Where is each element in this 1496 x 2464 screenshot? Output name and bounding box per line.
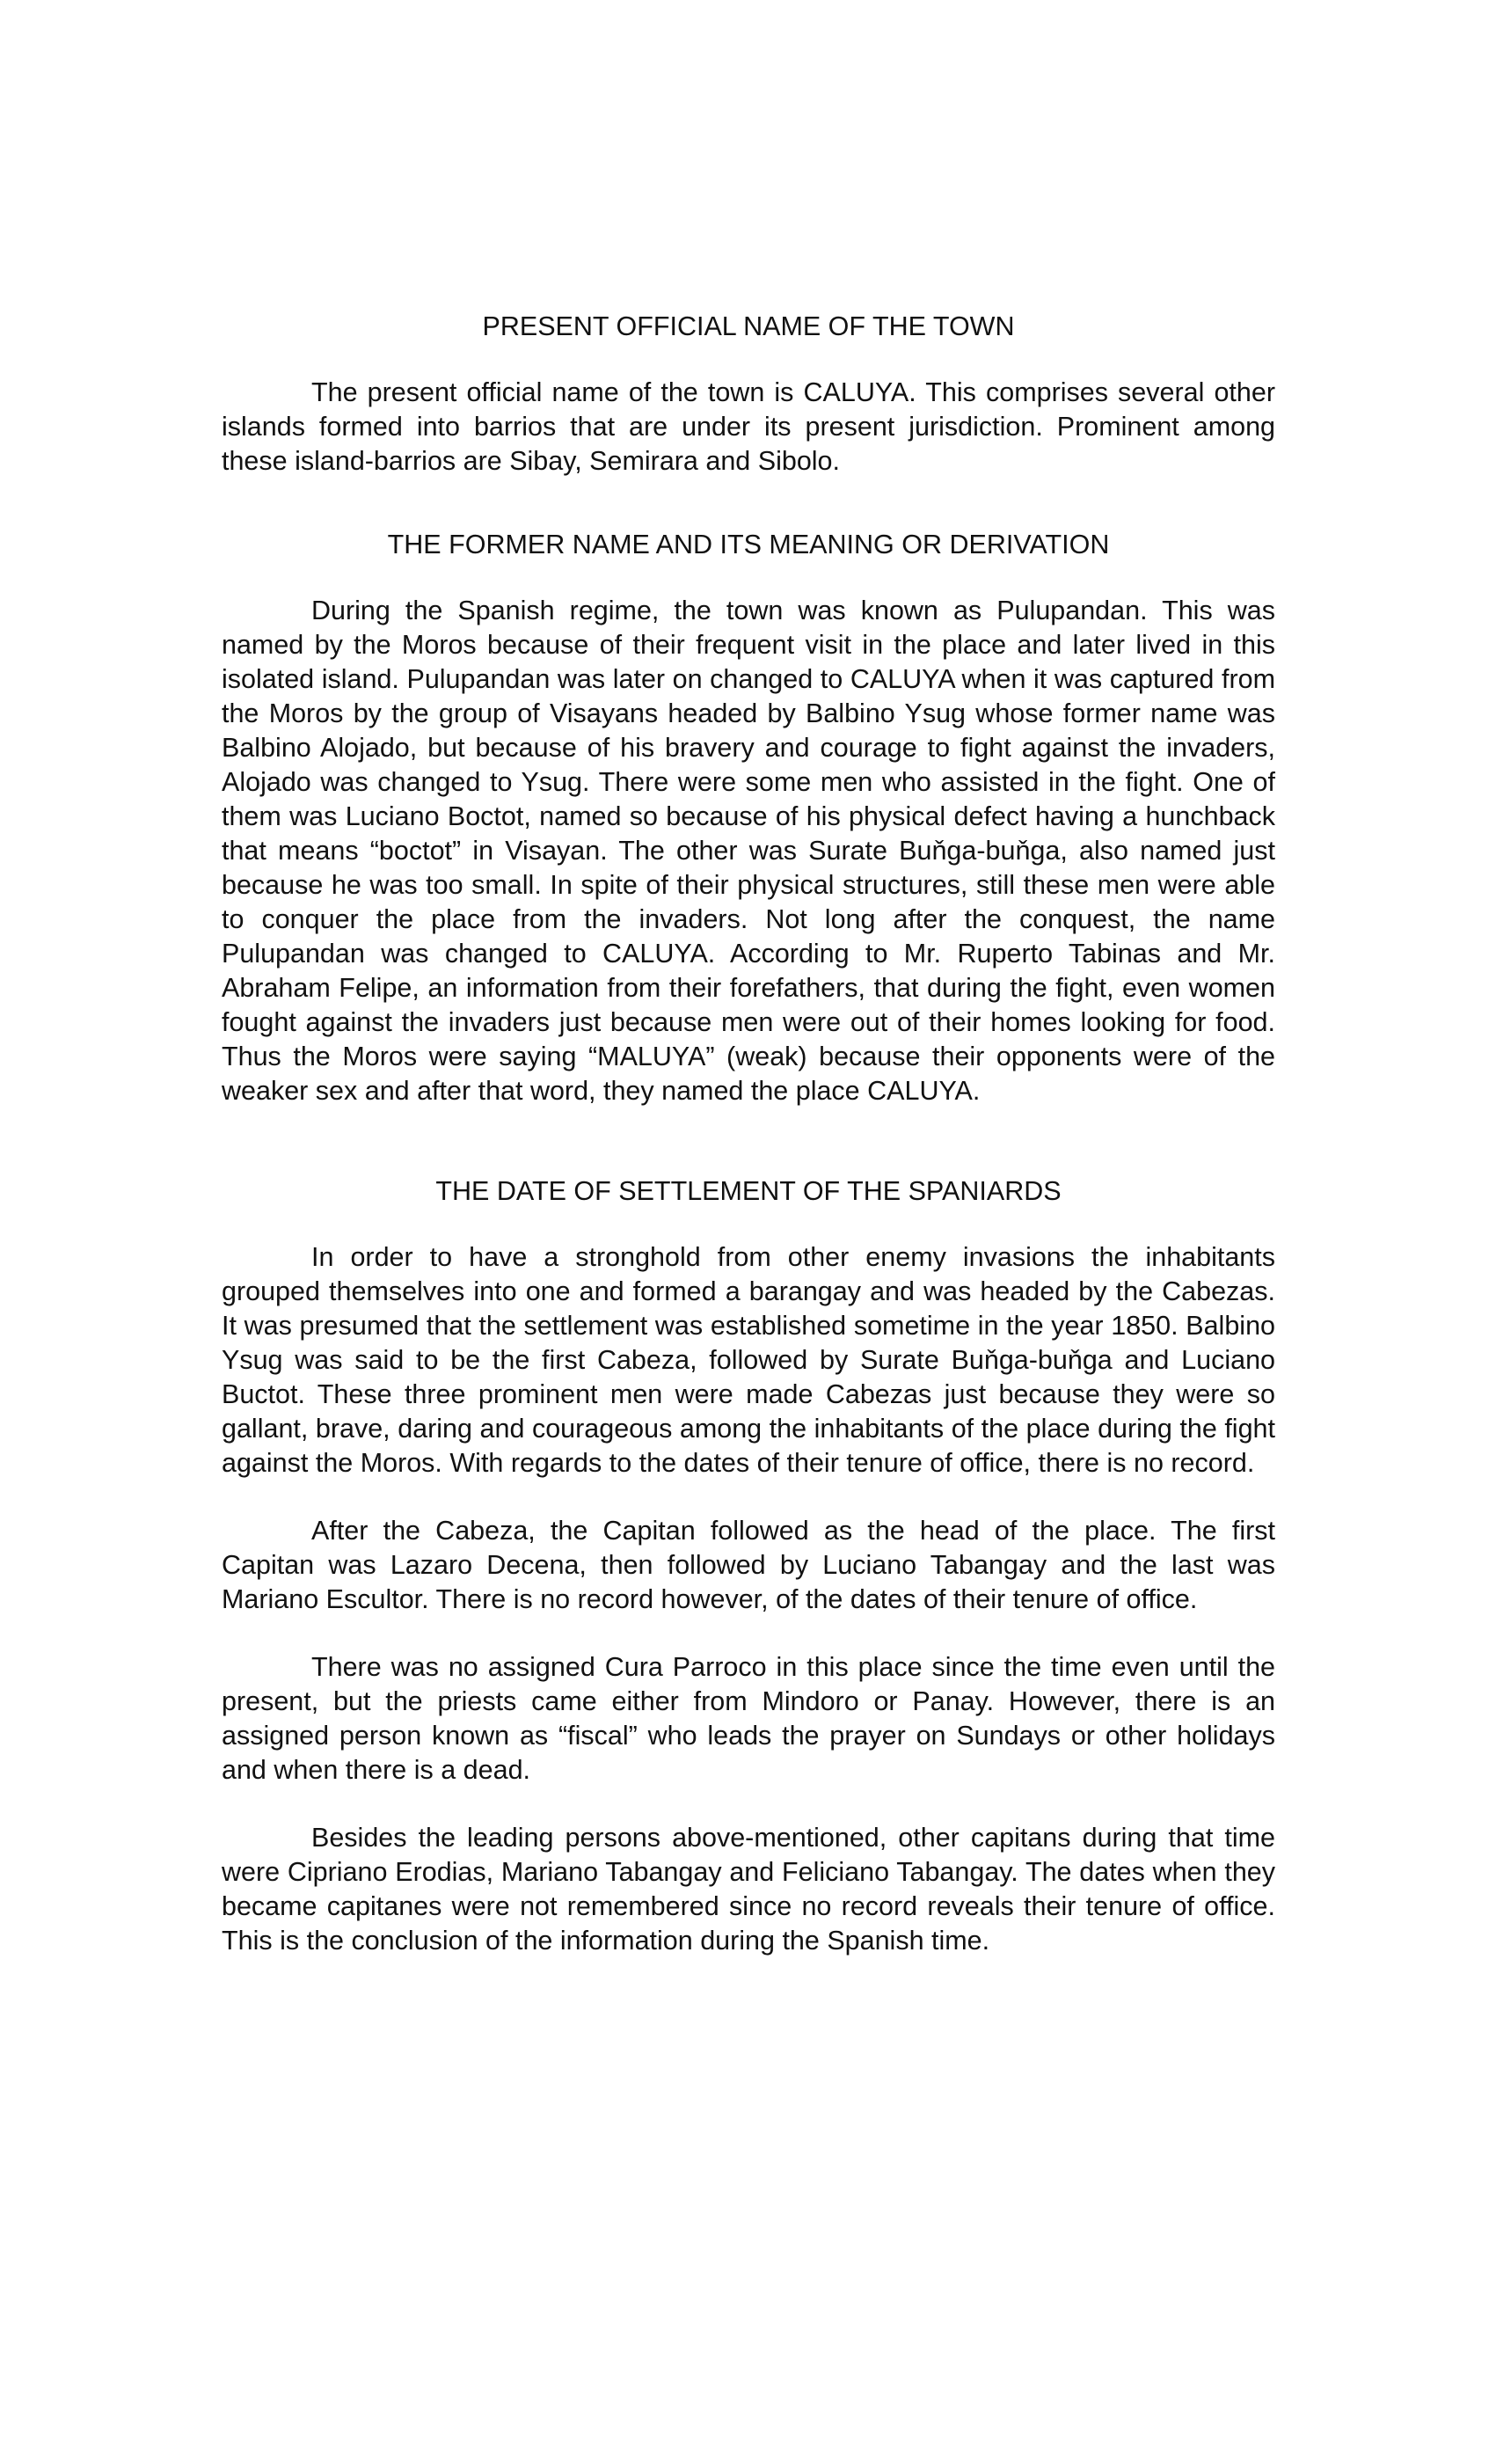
paragraph-official-name: The present official name of the town is CALUYA. This comprises several other islands formed into barrios that are under its present jurisdiction. Prominent among these island-barrios are Sibay, Semirara and Sibolo.	[222, 377, 1275, 476]
heading-former-name: THE FORMER NAME AND ITS MEANING OR DERIVATION	[387, 530, 1110, 559]
heading-present-official-name: PRESENT OFFICIAL NAME OF THE TOWN	[482, 311, 1015, 341]
heading-date-of-settlement: THE DATE OF SETTLEMENT OF THE SPANIARDS	[435, 1176, 1062, 1206]
document-page	[222, 310, 1275, 1958]
paragraph-capitanes: After the Cabeza, the Capitan followed as the head of the place. The first Capitan was Lazaro Decena, then followed by Luciano Tabangay and the last was Mariano Escultor. There is no record however, of the dates of their tenure of office.	[222, 1516, 1275, 1614]
paragraph-former-name: During the Spanish regime, the town was known as Pulupandan. This was named by the Moros because of their frequent visit in the place and later lived in this isolated island. Pulupandan was later on changed to CALUYA when it was captured from the Moros by the group of Visayans headed by Balbino Ysug whose former name was Balbino Alojado, but because of his bravery and courage to fight against the invaders, Alojado was changed to Ysug. There were some men who assisted in the fight. One of them was Luciano Boctot, named so because of his physical defect having a hunchback that means “boctot” in Visayan. The other was Surate Buňga-buňga, also named just because he was too small. In spite of their physical structures, still these men were able to conquer the place from the invaders. Not long after the conquest, the name Pulupandan was changed to CALUYA. According to Mr. Ruperto Tabinas and Mr. Abraham Felipe, an information from their forefathers, that during the fight, even women fought against the invaders just because men were out of their homes looking for food. Thus the Moros were saying “MALUYA” (weak) because their opponents were of the weaker sex and after that word, they named the place CALUYA.	[222, 596, 1275, 1106]
paragraph-cura-parroco: There was no assigned Cura Parroco in this place since the time even until the present, but the priests came either from Mindoro or Panay. However, there is an assigned person known as “fiscal” who leads the prayer on Sundays or other holidays and when there is a dead.	[222, 1652, 1275, 1785]
paragraph-other-capitans: Besides the leading persons above-mentioned, other capitans during that time were Cipriano Erodias, Mariano Tabangay and Feliciano Tabangay. The dates when they became capitanes were not remembered since no record reveals their tenure of office. This is the conclusion of the information during the Spanish time.	[222, 1823, 1275, 1956]
paragraph-settlement-cabezas: In order to have a stronghold from other enemy invasions the inhabitants grouped themselves into one and formed a barangay and was headed by the Cabezas. It was presumed that the settlement was established sometime in the year 1850. Balbino Ysug was said to be the first Cabeza, followed by Surate Buňga-buňga and Luciano Buctot. These three prominent men were made Cabezas just because they were so gallant, brave, daring and courageous among the inhabitants of the place during the fight against the Moros. With regards to the dates of their tenure of office, there is no record.	[222, 1242, 1275, 1478]
